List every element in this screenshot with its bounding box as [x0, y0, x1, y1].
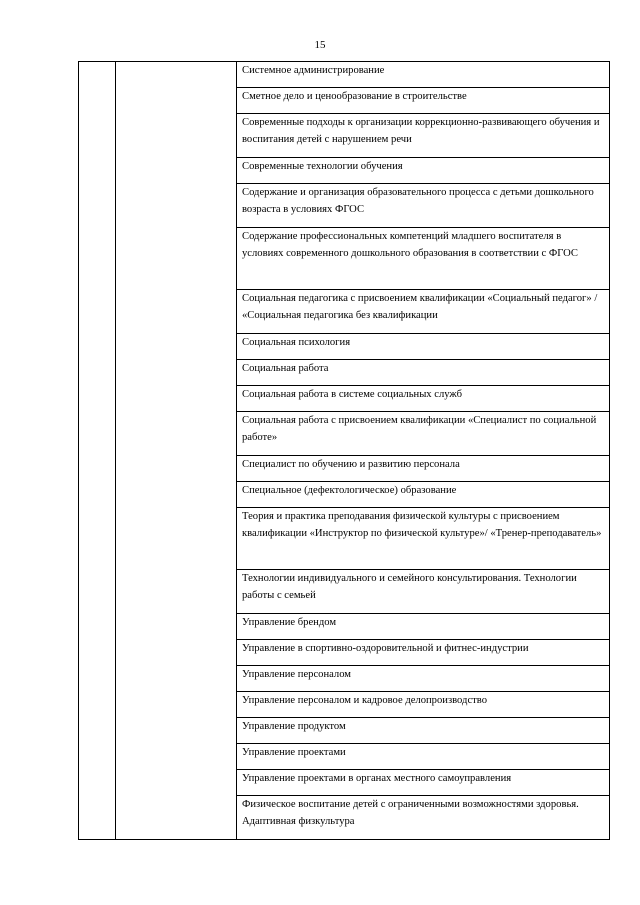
- program-name-cell: [237, 184, 610, 228]
- program-name-cell: [237, 290, 610, 334]
- program-name-cell: [237, 482, 610, 508]
- program-name-cell: [237, 508, 610, 570]
- program-name: Социальная работа: [242, 363, 329, 374]
- page-number: 15: [314, 39, 326, 51]
- program-name: Социальная педагогика с присвоением квалификации «Социальный педагог» / «Социальная педагогика без квалификации: [242, 293, 598, 321]
- program-name: Сметное дело и ценообразование в строительстве: [242, 91, 467, 102]
- program-name: Системное администрирование: [242, 65, 385, 76]
- program-name-cell: [237, 412, 610, 456]
- program-name-cell: [237, 614, 610, 640]
- program-name-cell: [237, 334, 610, 360]
- program-name-cell: [237, 570, 610, 614]
- program-name: Современные технологии обучения: [242, 161, 403, 172]
- program-name: Социальная работа в системе социальных служб: [242, 389, 462, 400]
- program-name-cell: [237, 62, 610, 88]
- program-name: Управление продуктом: [242, 721, 346, 732]
- program-table-body: [79, 62, 610, 840]
- program-name: Управление брендом: [242, 617, 337, 628]
- program-name-cell: [237, 692, 610, 718]
- program-name-cell: [237, 640, 610, 666]
- program-name: Теория и практика преподавания физической культуры с присвоением квалификации «Инструктор по физической культуре»/ «Тренер-преподаватель»: [242, 511, 602, 539]
- program-name-cell: [237, 114, 610, 158]
- program-name: Специалист по обучению и развитию персонала: [242, 459, 460, 470]
- program-name: Содержание и организация образовательного процесса с детьми дошкольного возраста в условиях ФГОС: [242, 187, 594, 215]
- program-name: Содержание профессиональных компетенций младшего воспитателя в условиях современного дошкольного образования в соответствии с ФГОС: [242, 231, 578, 259]
- program-name-cell: [237, 796, 610, 840]
- program-name-cell: [237, 88, 610, 114]
- program-name-cell: [237, 718, 610, 744]
- program-name-cell: [237, 744, 610, 770]
- empty-cell-a: [79, 62, 116, 840]
- program-name: Управление персоналом и кадровое делопроизводство: [242, 695, 488, 706]
- program-name: Социальная работа с присвоением квалификации «Специалист по социальной работе»: [242, 415, 597, 443]
- program-name: Управление проектами в органах местного самоуправления: [242, 773, 512, 784]
- program-name: Технологии индивидуального и семейного консультирования. Технологии работы с семьей: [242, 573, 577, 601]
- program-name-cell: [237, 360, 610, 386]
- program-name-cell: [237, 456, 610, 482]
- table-row: [79, 62, 610, 88]
- program-table: [78, 61, 610, 840]
- program-name-cell: [237, 228, 610, 290]
- program-name-cell: [237, 666, 610, 692]
- program-name-cell: [237, 386, 610, 412]
- program-name: Специальное (дефектологическое) образование: [242, 485, 457, 496]
- program-name: Социальная психология: [242, 337, 351, 348]
- program-name-cell: [237, 158, 610, 184]
- empty-cell-b: [116, 62, 237, 840]
- program-name: Управление проектами: [242, 747, 346, 758]
- program-name: Современные подходы к организации коррекционно-развивающего обучения и воспитания детей с нарушением речи: [242, 117, 600, 145]
- program-name: Управление персоналом: [242, 669, 351, 680]
- program-name: Управление в спортивно-оздоровительной и фитнес-индустрии: [242, 643, 529, 654]
- program-name-cell: [237, 770, 610, 796]
- program-name: Физическое воспитание детей с ограниченными возможностями здоровья. Адаптивная физкультура: [242, 799, 579, 827]
